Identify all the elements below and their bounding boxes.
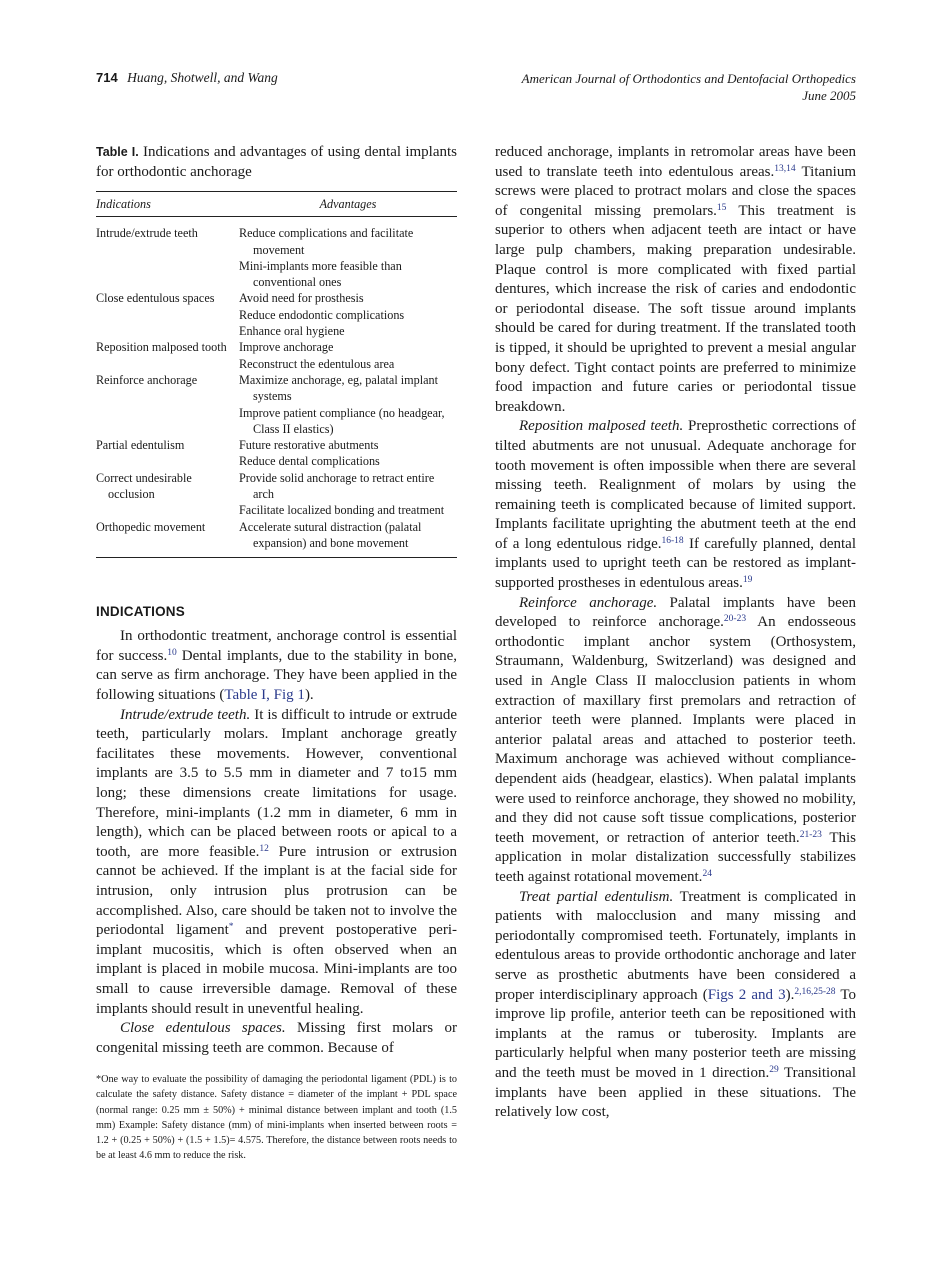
advantage-cell: Enhance oral hygiene — [239, 324, 345, 339]
header-right — [522, 70, 856, 104]
advantage-cell: Improve anchorage — [239, 340, 334, 355]
body-paragraph: reduced anchorage, implants in retromolar areas have been used to translate teeth into edentulous areas.$^{13,14}$ Titanium screws were placed to protract molars and close the spaces of congenital missing premolars.$^{15}$ This treatment is superior to others when adjacent teeth are intact or have large pulp chambers, making preparation undesirable. Plaque control is more complicated with fixed partial dentures, which increase the risk of caries and endodontic or periodontal disease. The soft tissue around implants should be cared for during treatment. If the translated tooth is tipped, it should be uprighted to prevent a mesial angular bony defect. Tight contact points are preferred to minimize food impaction and future caries or periodontal tissue breakdown. — [495, 144, 856, 415]
body-paragraph: In orthodontic treatment, anchorage control is essential for success.$^{10}$ Dental implants, due to the stability in bone, can serve as firm anchorage. They have been applied in the following situations (Table I, Fig 1). — [96, 628, 457, 704]
subheading-partial-edentulism: Treat partial edentulism. — [519, 888, 674, 905]
indication-cell: Close edentulous spaces — [96, 291, 215, 306]
citation-link[interactable]: 20-23 — [723, 614, 747, 625]
header-authors: Huang, Shotwell, and Wang — [127, 70, 278, 85]
section-heading: INDICATIONS — [96, 604, 185, 620]
advantage-cell: Maximize anchorage, eg, palatal implant systems — [239, 372, 438, 404]
citation-link[interactable]: 13,14 — [774, 163, 796, 174]
indication-cell: Orthopedic movement — [96, 519, 239, 558]
indication-cell — [96, 453, 239, 469]
subheading-close-spaces: Close edentulous spaces. — [120, 1020, 286, 1037]
advantage-cell: Avoid need for prosthesis — [239, 291, 364, 306]
column-header-advantages: Advantages — [239, 192, 457, 217]
citation-link[interactable]: 29 — [769, 1064, 779, 1075]
advantage-cell: Provide solid anchorage to retract entire arch — [239, 470, 435, 502]
table-row — [96, 290, 457, 306]
citation-link[interactable]: 15 — [716, 202, 727, 213]
body-paragraph: Treat partial edentulism. Treatment is complicated in patients with malocclusion and many missing and periodontally compromised teeth. Fortunately, implants in edentulous areas to provide orthodontic anchorage and later serve as prosthetic abutments have been considered a proper interdisciplinary approach (Figs 2 and 3).$^{2,16,25-28}$ To improve lip profile, anterior teeth can be repositioned with implants at the ramus or tuberosity. Implants are particularly helpful when many posterior teeth are missing and the teeth must be moved in 1 direction.$^{29}$ Transitional implants have been applied in these situations. The relatively low cost, — [495, 888, 857, 1121]
indication-cell: Partial edentulism — [96, 438, 185, 453]
indication-cell — [96, 502, 239, 518]
citation-link[interactable]: 12 — [259, 843, 269, 854]
citation-link[interactable]: 19 — [742, 575, 753, 586]
subheading-reposition: Reposition malposed teeth. — [519, 418, 684, 435]
indication-cell: Reinforce anchorage — [96, 372, 198, 387]
footnote-marker[interactable]: * — [228, 922, 234, 933]
indication-cell: Correct undesirable occlusion — [96, 470, 192, 502]
advantage-cell: Accelerate sutural distraction (palatal expansion) and bone movement — [239, 519, 457, 558]
table-caption-text: Indications and advantages of using dental implants for orthodontic anchorage — [96, 144, 458, 180]
citation-link[interactable]: 16-18 — [661, 535, 684, 546]
page-number: 714 — [96, 70, 118, 85]
advantage-cell: Mini-implants more feasible than conventional ones — [239, 258, 402, 290]
table-row — [96, 258, 457, 291]
table-caption — [96, 143, 457, 182]
body-paragraph: Reinforce anchorage. Palatal implants have been developed to reinforce anchorage.$^{20-23}$ An endosseous orthodontic implant anchor system (Orthosystem, Straumann, Waldenburg, Switzerland) was designed and used in Angle Class II malocclusion patients in whom extraction of maxillary first premolars and retraction of anterior teeth were planned. Implants were placed in anterior palatal areas and attached to posterior teeth. Maximum anchorage was achieved without compliance-dependent aids (headgear, elastics). When palatal implants were used to reinforce anchorage, they showed no mobility, and they did not cause soft tissue complications, posterior teeth movement, or retraction of anterior teeth.$^{21-23}$ This application in molar distalization successfully stabilizes teeth against rotational movement.$^{24}$ — [495, 594, 856, 885]
table-row — [96, 323, 457, 339]
right-column — [495, 143, 856, 1123]
indication-cell — [96, 356, 239, 372]
footnote: *One way to evaluate the possibility of damaging the periodontal ligament (PDL) is to calculate the safety distance. Safety distance = diameter of the implant + PDL space (normal range: 0.25 mm ± 50%) + minimal distance between implant and tooth (1.5 mm) Example: Safety distance (mm) of mini-implants when inserted between roots = 1.2 + (0.25 + 50%) + (1.5 + 1.5)= 4.575. Therefore, the distance between roots needs to be at least 4.6 mm to reduce the risk. — [96, 1074, 457, 1162]
body-paragraph: Close edentulous spaces. Missing first molars or congenital missing teeth are common. Because of — [96, 1020, 457, 1056]
advantage-cell: Reduce complications and facilitate movement — [239, 226, 414, 257]
table-row — [96, 519, 457, 558]
left-column — [96, 143, 457, 1058]
journal-name: American Journal of Orthodontics and Dentofacial Orthopedics — [521, 71, 856, 86]
indication-cell — [96, 405, 239, 438]
subheading-intrude-extrude: Intrude/extrude teeth. — [120, 706, 251, 723]
citation-link[interactable]: 10 — [167, 647, 177, 658]
running-header — [96, 70, 856, 106]
indication-cell — [96, 258, 239, 291]
subheading-reinforce: Reinforce anchorage. — [519, 594, 658, 611]
table-figure-link[interactable]: Table I, Fig 1 — [224, 687, 305, 704]
advantage-cell: Reconstruct the edentulous area — [239, 356, 395, 371]
figure-link[interactable]: Figs 2 and 3 — [707, 986, 786, 1003]
table-row — [96, 502, 457, 518]
indication-cell: Intrude/extrude teeth — [96, 226, 198, 241]
table-label: Table I. — [96, 145, 139, 159]
table-row — [96, 372, 457, 405]
body-paragraph: Intrude/extrude teeth. It is difficult to intrude or extrude teeth, particularly molars. Implant anchorage greatly facilitates these movements. However, conventional implants are 3.5 to 5.5 mm in diameter and 7 to15 mm long; these dimensions create limitations for usage. Therefore, mini-implants (1.2 mm in diameter, 6 mm in length), which can be placed between roots or apical to a tooth, are more feasible.$^{12}$ Pure intrusion or extrusion cannot be achieved. If the implant is at the facial side for intrusion, only intrusion plus protrusion can be accomplished. Also, care should be taken not to involve the periodontal ligament* and prevent postoperative peri-implant mucositis, which is often observed when an implant is placed in mobile mucosa. Mini-implants are too small to cause irreversible damage. Removal of these implants should result in uneventful healing. — [96, 706, 458, 1017]
table-row — [96, 339, 457, 355]
table-row — [96, 356, 457, 372]
table-row — [96, 217, 457, 258]
issue-date: June 2005 — [802, 88, 856, 103]
advantage-cell: Facilitate localized bonding and treatment — [239, 503, 445, 518]
body-paragraph: Reposition malposed teeth. Preprosthetic corrections of tilted abutments are not unusual. Adequate anchorage for tooth movement is often impossible when there are several missing teeth. Realignment of molars by using the remaining teeth is complicated because of limited support. Implants facilitate uprighting the abutment teeth at the end of a long edentulous ridge.$^{16-18}$ If carefully planned, dental implants used to upright teeth can be restored as implant-supported prostheses in edentulous areas.$^{19}$ — [495, 418, 856, 592]
table-row — [96, 453, 457, 469]
table-row — [96, 437, 457, 453]
header-left — [96, 70, 278, 86]
indications-table — [96, 191, 457, 558]
column-header-indications: Indications — [96, 192, 239, 217]
table-row — [96, 470, 457, 503]
table-row — [96, 307, 457, 323]
advantage-cell: Reduce dental complications — [239, 454, 380, 469]
table-row — [96, 405, 457, 438]
indication-cell: Reposition malposed tooth — [96, 340, 227, 355]
advantage-cell: Future restorative abutments — [239, 438, 379, 453]
citation-link[interactable]: 21-23 — [799, 829, 822, 840]
table-header-row — [96, 192, 457, 217]
citation-link[interactable]: 2,16,25-28 — [794, 986, 836, 997]
advantage-cell: Improve patient compliance (no headgear, Class II elastics) — [239, 405, 445, 436]
citation-link[interactable]: 24 — [702, 868, 712, 879]
indication-cell — [96, 323, 239, 339]
indication-cell — [96, 307, 239, 323]
advantage-cell: Reduce endodontic complications — [239, 307, 405, 322]
